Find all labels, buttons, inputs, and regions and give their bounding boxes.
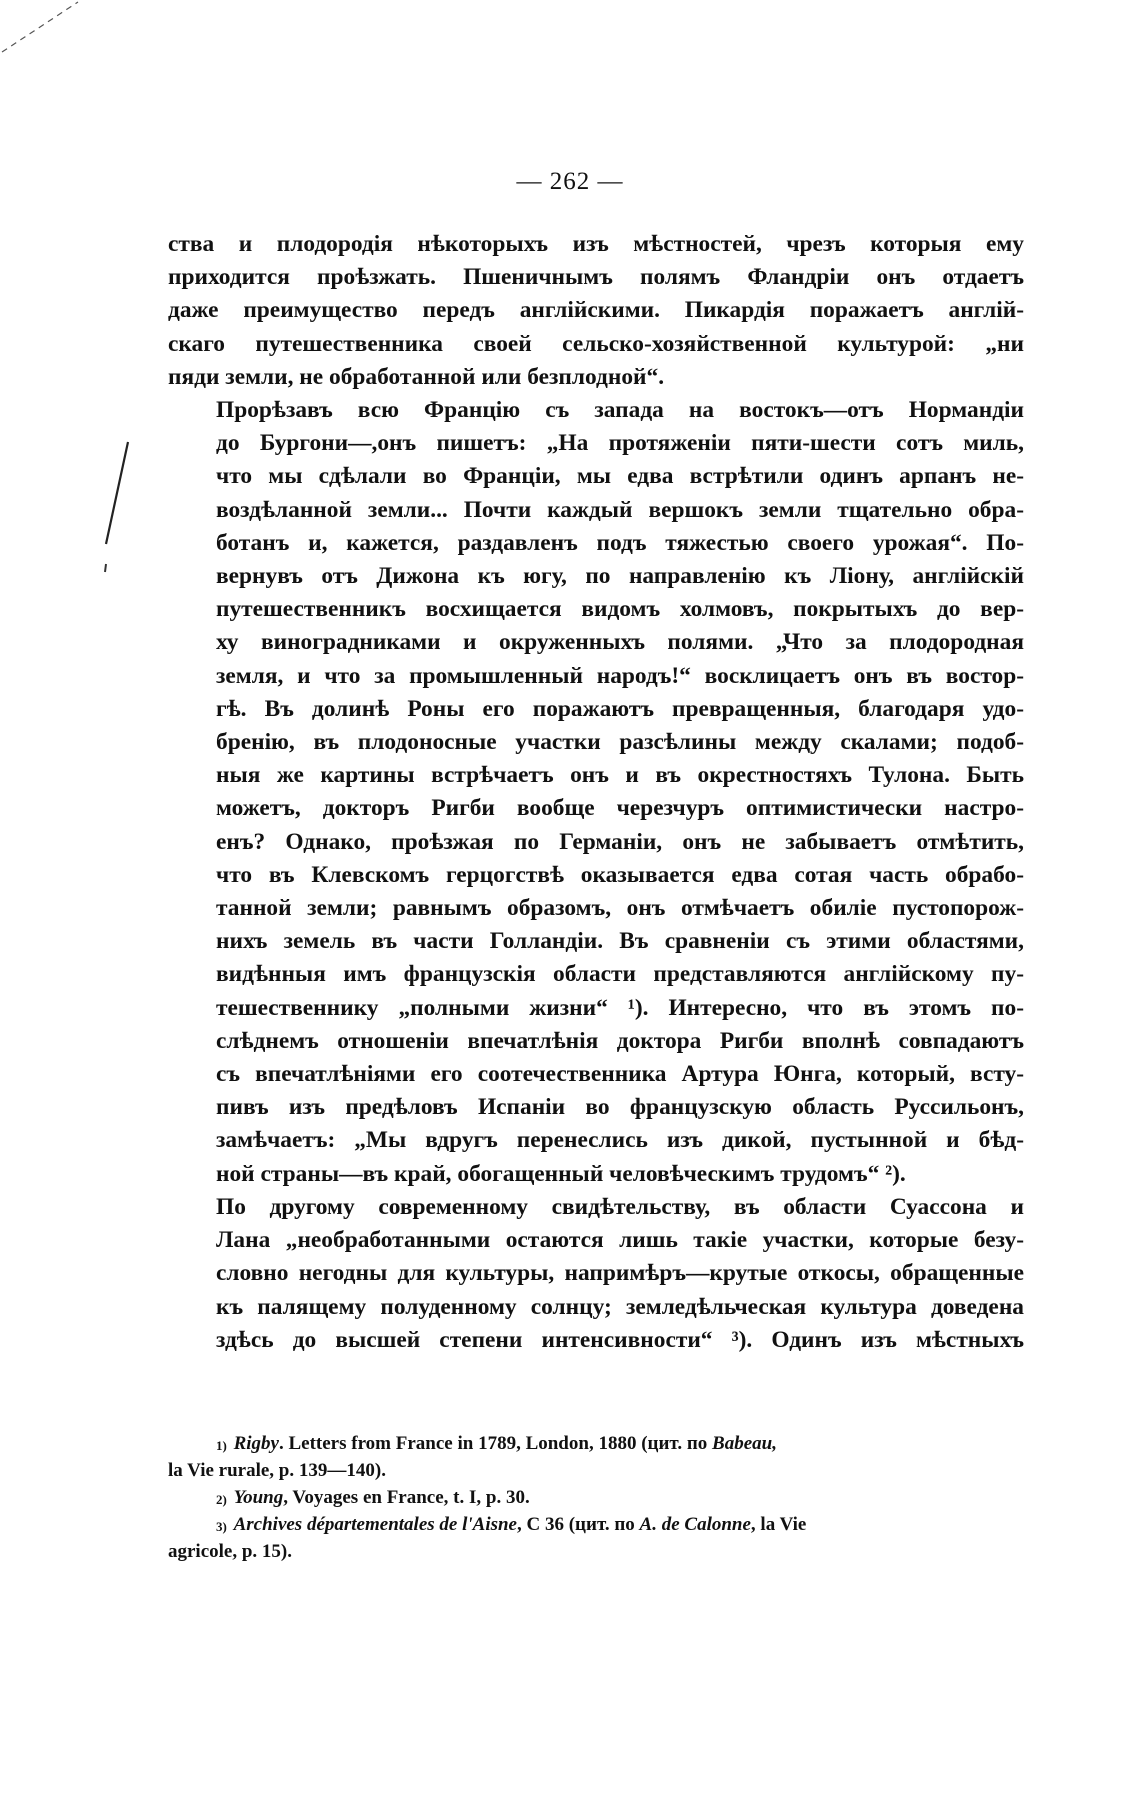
footnote-source: Archives départementales de l'Aisne: [233, 1514, 517, 1535]
text-line: пивъ изъ предѣловъ Испаніи во французскую область Руссильонъ,: [216, 1094, 1024, 1121]
footnote-text: , Voyages en France, t. I, p. 30.: [283, 1487, 530, 1508]
text-line: ныя же картины встрѣчаетъ онъ и въ окрестностяхъ Тулона. Быть: [216, 762, 1024, 789]
text-line: земля, и что за промышленный народъ!“ восклицаетъ онъ въ востор-: [216, 662, 1024, 689]
text-line: По другому современному свидѣтельству, въ области Суассона и: [216, 1193, 1024, 1220]
paragraph-3: [168, 1191, 1024, 1357]
text-line: бренію, въ плодоносные участки разсѣлины между скалами; подоб-: [216, 729, 1024, 756]
text-line: что мы сдѣлали во Франціи, мы едва встрѣтили одинъ арпанъ не-: [216, 463, 1024, 490]
text-line: танной земли; равнымъ образомъ, онъ отмѣчаетъ обиліе пустопорож-: [216, 895, 1024, 922]
footnote-text: . Letters from France in 1789, London, 1880 (цит. по: [278, 1433, 713, 1454]
footnote-text: la Vie rurale, p. 139—140).: [168, 1460, 386, 1481]
paragraph-1: [168, 228, 1024, 394]
footnote-marker: 3): [216, 1519, 227, 1534]
text-line: замѣчаетъ: „Мы вдругъ перенеслись изъ дикой, пустынной и бѣд-: [216, 1127, 1024, 1154]
footnote-marker: 2): [216, 1492, 227, 1507]
text-line: путешественникъ восхищается видомъ холмовъ, покрытыхъ до вер-: [216, 596, 1024, 623]
text-line: вернувъ отъ Дижона къ югу, по направленію къ Ліону, англійскій: [216, 563, 1024, 590]
footnote-ref: Babeau,: [712, 1433, 777, 1454]
body-text: [168, 228, 1024, 1357]
text-line: гѣ. Въ долинѣ Роны его поражаютъ превращенныя, благодаря удо-: [216, 695, 1024, 722]
text-line: ства и плодородія нѣкоторыхъ изъ мѣстностей, чрезъ которыя ему: [168, 231, 1024, 257]
text-line: ной страны—въ край, обогащенный человѣческимъ трудомъ“ ²).: [216, 1160, 906, 1187]
text-line: Лана „необработанными остаются лишь такіе участки, которые безу-: [216, 1227, 1024, 1254]
footnote-author: Young: [233, 1487, 284, 1508]
footnote-ref: A. de Calonne: [639, 1514, 751, 1535]
text-line: Прорѣзавъ всю Францію съ запада на востокъ—отъ Нормандіи: [216, 397, 1024, 424]
pencil-mark-top-left: [0, 0, 90, 60]
text-line: воздѣланной земли... Почти каждый вершокъ земли тщательно обра-: [216, 496, 1024, 523]
footnote-text: , la Vie: [750, 1514, 807, 1535]
text-line: нихъ земель въ части Голландіи. Въ сравненіи съ этими областями,: [216, 928, 1024, 955]
footnotes: [168, 1430, 1024, 1565]
text-line: словно негодны для культуры, напримѣръ—крутые откосы, обращенные: [216, 1260, 1024, 1287]
text-line: слѣднемъ отношеніи впечатлѣнія доктора Ригби вполнѣ совпадаютъ: [216, 1027, 1024, 1054]
text-line: съ впечатлѣніями его соотечественника Артура Юнга, который, всту-: [216, 1061, 1024, 1088]
text-line: до Бургони—,онъ пишетъ: „На протяженіи пяти-шести сотъ миль,: [216, 430, 1024, 457]
text-line: видѣнныя имъ французскія области представляются англійскому пу-: [216, 961, 1024, 988]
text-line: ху виноградниками и окруженныхъ полями. „Что за плодородная: [216, 629, 1024, 656]
footnote-author: Rigby: [233, 1433, 279, 1454]
text-line: къ палящему полуденному солнцу; земледѣльческая культура доведена: [216, 1293, 1024, 1320]
text-line: ботанъ и, кажется, раздавленъ подъ тяжестью своего урожая“. По-: [216, 529, 1024, 556]
footnote-2: [168, 1484, 1024, 1511]
text-line: тешественнику „полными жизни“ ¹). Интересно, что въ этомъ по-: [216, 994, 1024, 1021]
footnote-marker: 1): [216, 1438, 227, 1453]
text-line: здѣсь до высшей степени интенсивности“ ³). Одинъ изъ мѣстныхъ: [216, 1326, 1024, 1353]
page-number: — 262 —: [516, 168, 624, 195]
footnote-1: [168, 1430, 1024, 1484]
text-line: пяди земли, не обработанной или безплодной“.: [168, 363, 665, 390]
footnote-text: agricole, p. 15).: [168, 1541, 293, 1562]
paragraph-2: [168, 394, 1024, 1191]
text-line: что въ Клевскомъ герцогствѣ оказывается едва сотая часть обрабо-: [216, 861, 1024, 888]
footnote-3: [168, 1511, 1024, 1565]
text-line: можетъ, докторъ Ригби вообще черезчуръ оптимистически настро-: [216, 795, 1024, 822]
text-line: енъ? Однако, проѣзжая по Германіи, онъ не забываетъ отмѣтить,: [216, 828, 1024, 855]
pencil-mark-margin: [100, 440, 140, 580]
text-line: приходится проѣзжать. Пшеничнымъ полямъ Фландріи онъ отдаетъ: [168, 264, 1024, 291]
footnote-text: , C 36 (цит. по: [517, 1514, 640, 1535]
text-line: даже преимущество передъ англійскими. Пикардія поражаетъ англій-: [168, 297, 1024, 324]
text-line: скаго путешественника своей сельско-хозяйственной культурой: „ни: [168, 330, 1024, 357]
